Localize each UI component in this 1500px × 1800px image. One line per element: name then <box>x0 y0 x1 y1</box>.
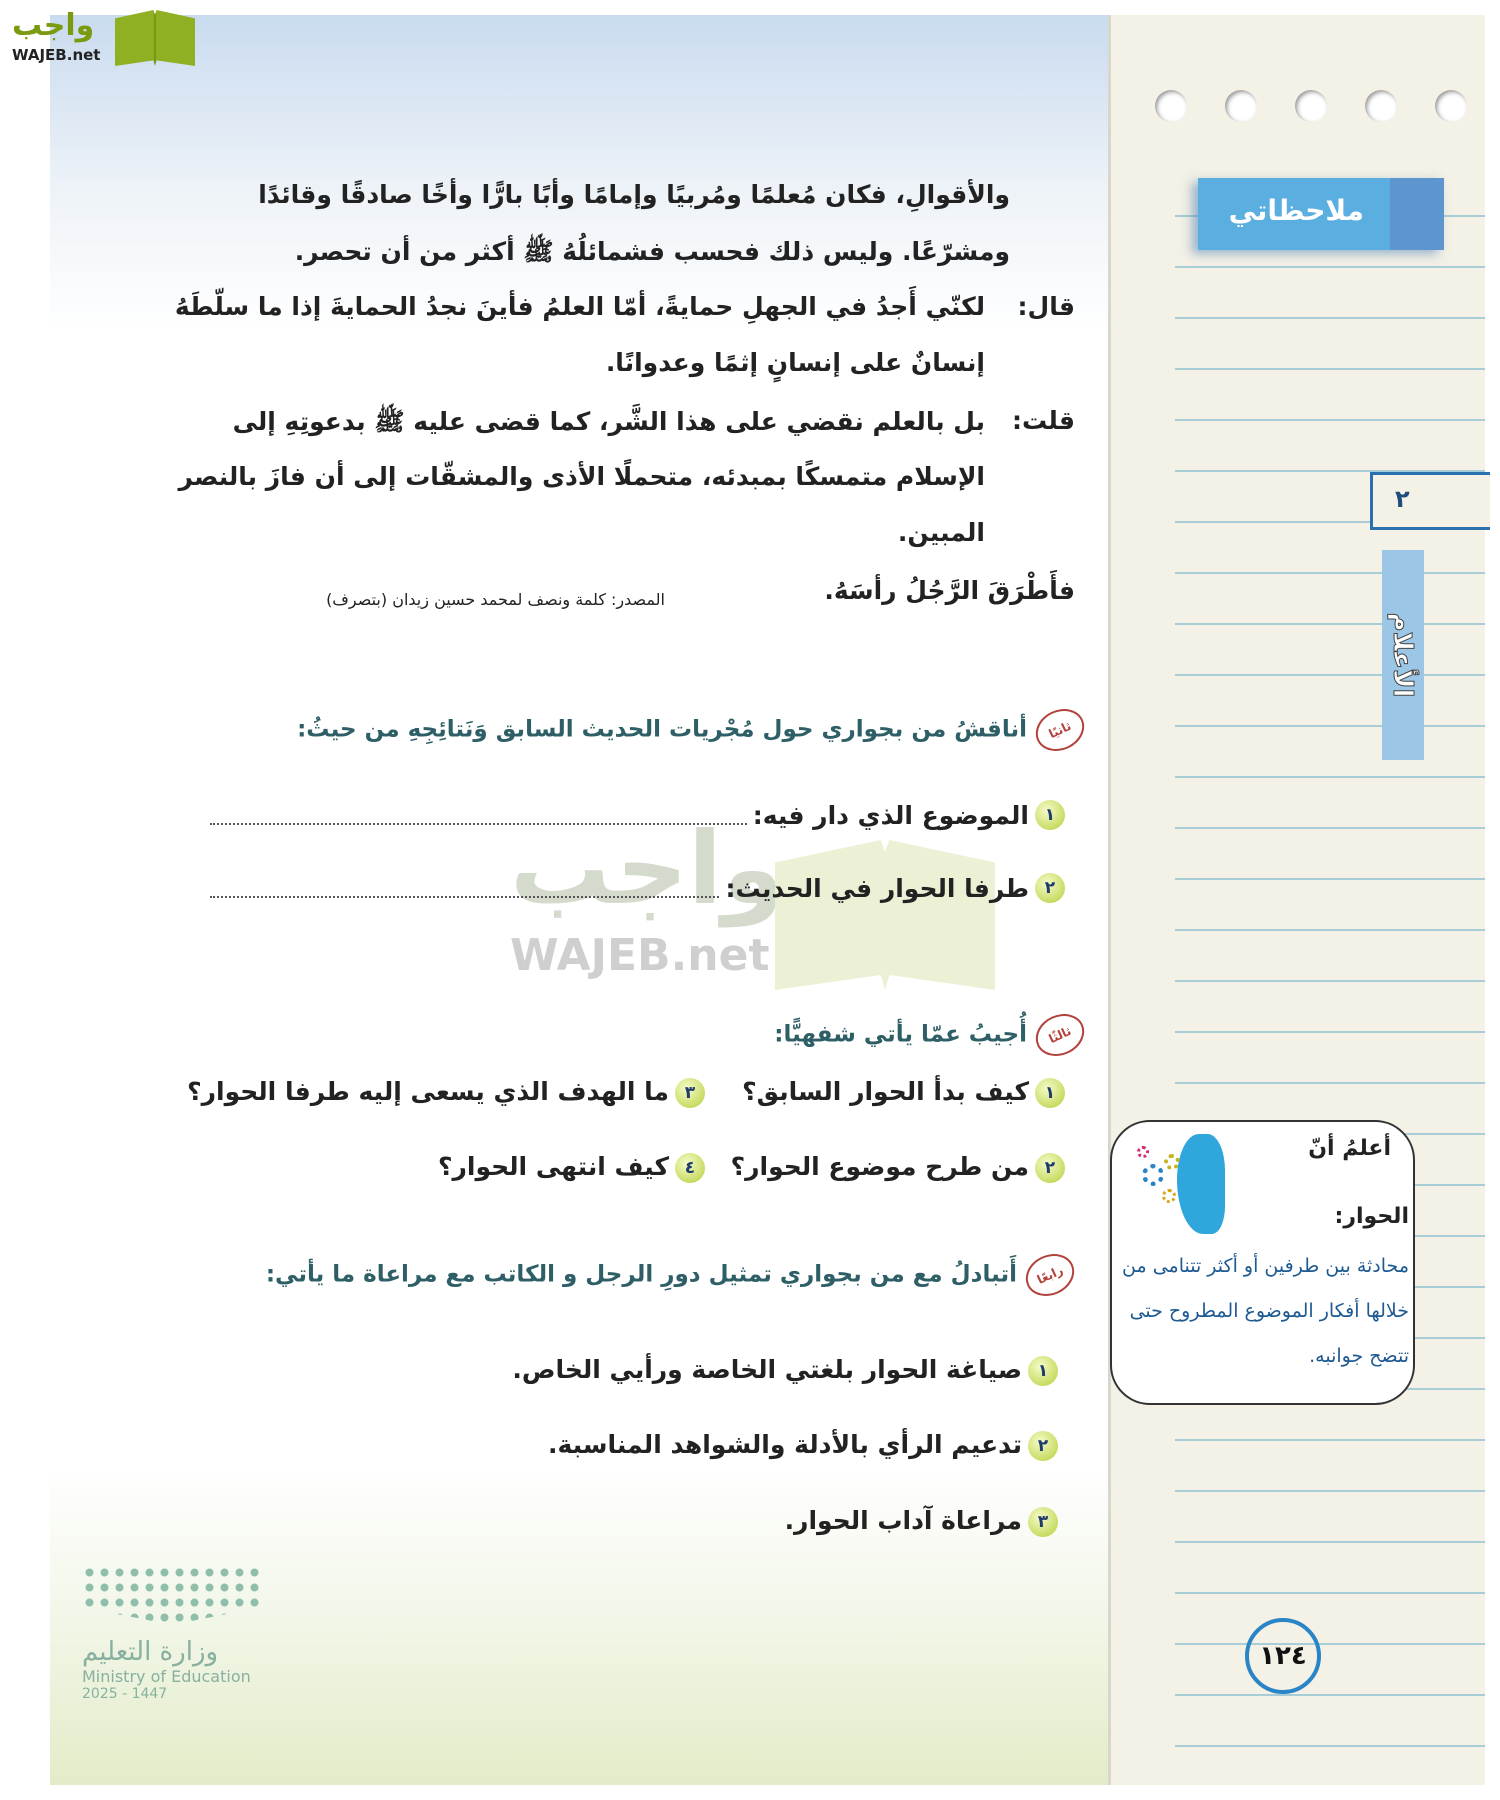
passage-line: إنسانٌ على إنسانٍ إثمًا وعدوانًا. <box>605 348 985 377</box>
section3-heading: ثالثًاأُجيبُ عمّا يأتي شفهيًّا: <box>774 1015 1085 1055</box>
binder-hole <box>1365 90 1397 122</box>
ruled-line <box>1175 878 1485 880</box>
passage-source: المصدر: كلمة ونصف لمحمد حسين زيدان (بتصرف) <box>326 590 665 609</box>
book-icon <box>115 10 195 66</box>
binder-hole <box>1435 90 1467 122</box>
notes-tab: ملاحظاتي <box>1198 178 1444 250</box>
ministry-dots-emblem <box>82 1565 262 1625</box>
question-item: ٣ما الهدف الذي يسعى إليه طرفا الحوار؟ <box>187 1077 705 1108</box>
unit-number-box: ٢ <box>1370 472 1490 530</box>
ruled-line <box>1175 1745 1485 1747</box>
passage-ending: فأَطْرَقَ الرَّجُلُ رأسَهُ. <box>824 576 1075 605</box>
ruled-line <box>1175 725 1485 727</box>
ruled-line <box>1175 1694 1485 1696</box>
book-icon <box>775 840 995 990</box>
ruled-line <box>1175 929 1485 931</box>
ruled-line <box>1175 776 1485 778</box>
ruled-line <box>1175 674 1485 676</box>
answer-dots[interactable] <box>210 878 719 898</box>
answer-line-2[interactable]: ٢ طرفا الحوار في الحديث: <box>210 873 1065 903</box>
guideline-item: ٣مراعاة آداب الحوار. <box>785 1506 1058 1537</box>
ruled-line <box>1175 368 1485 370</box>
ruled-line <box>1175 266 1485 268</box>
did-you-know-box: أعلمُ أنّ الحوار: محادثة بين طرفين أو أكثر تتنامى من خلالها أفكار الموضوع المطروح حتى تتضح جوانبه. <box>1110 1120 1415 1405</box>
ruled-line <box>1175 1643 1485 1645</box>
ruled-line <box>1175 1439 1485 1441</box>
binder-hole <box>1155 90 1187 122</box>
question-item: ١كيف بدأ الحوار السابق؟ <box>742 1077 1065 1108</box>
section2-heading: ثانيًاأناقشُ من بجواري حول مُجْريات الحديث السابق وَنَتائِجِهِ من حيثُ: <box>297 710 1085 750</box>
passage-line: ومشرّعًا. وليس ذلك فحسب فشمائلُهُ ﷺ أكثر من أن تحصر. <box>294 237 1010 266</box>
ruled-line <box>1175 1031 1485 1033</box>
binder-hole <box>1225 90 1257 122</box>
ruled-line <box>1175 1082 1485 1084</box>
ruled-line <box>1175 827 1485 829</box>
section4-heading: رابعًاأَتبادلُ مع من بجواري تمثيل دورِ الرجل و الكاتب مع مراعاة ما يأتي: <box>266 1255 1075 1295</box>
passage-line: الإسلام متمسكًا بمبدئه، متحملًا الأذى والمشقّات إلى أن فازَ بالنصر <box>178 462 985 491</box>
guideline-item: ١صياغة الحوار بلغتي الخاصة ورأيي الخاص. <box>512 1355 1058 1386</box>
ruled-line <box>1175 623 1485 625</box>
ruled-line <box>1175 419 1485 421</box>
passage-line: بل بالعلم نقضي على هذا الشَّر، كما قضى عليه ﷺ بدعوتِهِ إلى <box>232 407 985 436</box>
ruled-line <box>1175 980 1485 982</box>
passage-line: والأقوالِ، فكان مُعلمًا ومُربيًا وإمامًا وأبًا بارًّا وأخًا صادقًا وقائدًا <box>258 180 1010 209</box>
watermark: واجب WAJEB.net <box>500 830 1000 990</box>
passage-line: المبين. <box>897 518 985 547</box>
notes-sidebar <box>1108 15 1485 1785</box>
ruled-line <box>1175 1541 1485 1543</box>
unit-name-ribbon: الأعلام <box>1382 550 1424 760</box>
qult-label: قلت: <box>1011 406 1075 435</box>
qal-label: قال: <box>1017 292 1075 321</box>
question-item: ٢من طرح موضوع الحوار؟ <box>731 1152 1065 1183</box>
guideline-item: ٢تدعيم الرأي بالأدلة والشواهد المناسبة. <box>548 1430 1058 1461</box>
page-number: ١٢٤ <box>1245 1618 1321 1694</box>
ruled-line <box>1175 1490 1485 1492</box>
ruled-line <box>1175 1592 1485 1594</box>
ruled-line <box>1175 317 1485 319</box>
ruled-line <box>1175 572 1485 574</box>
head-gears-icon <box>1132 1134 1232 1234</box>
question-item: ٤كيف انتهى الحوار؟ <box>438 1152 705 1183</box>
answer-dots[interactable] <box>210 805 747 825</box>
binder-hole <box>1295 90 1327 122</box>
ministry-logo: وزارة التعليم Ministry of Education 2025 - 1447 <box>82 1565 272 1725</box>
answer-line-1[interactable]: ١ الموضوع الذي دار فيه: <box>210 800 1065 830</box>
passage-line: لكنّي أَجدُ في الجهلِ حمايةً، أمّا العلمُ فأينَ نجدُ الحمايةَ إذا ما سلّطَهُ <box>174 292 985 321</box>
wajeb-logo: واجب WAJEB.net <box>10 8 190 68</box>
